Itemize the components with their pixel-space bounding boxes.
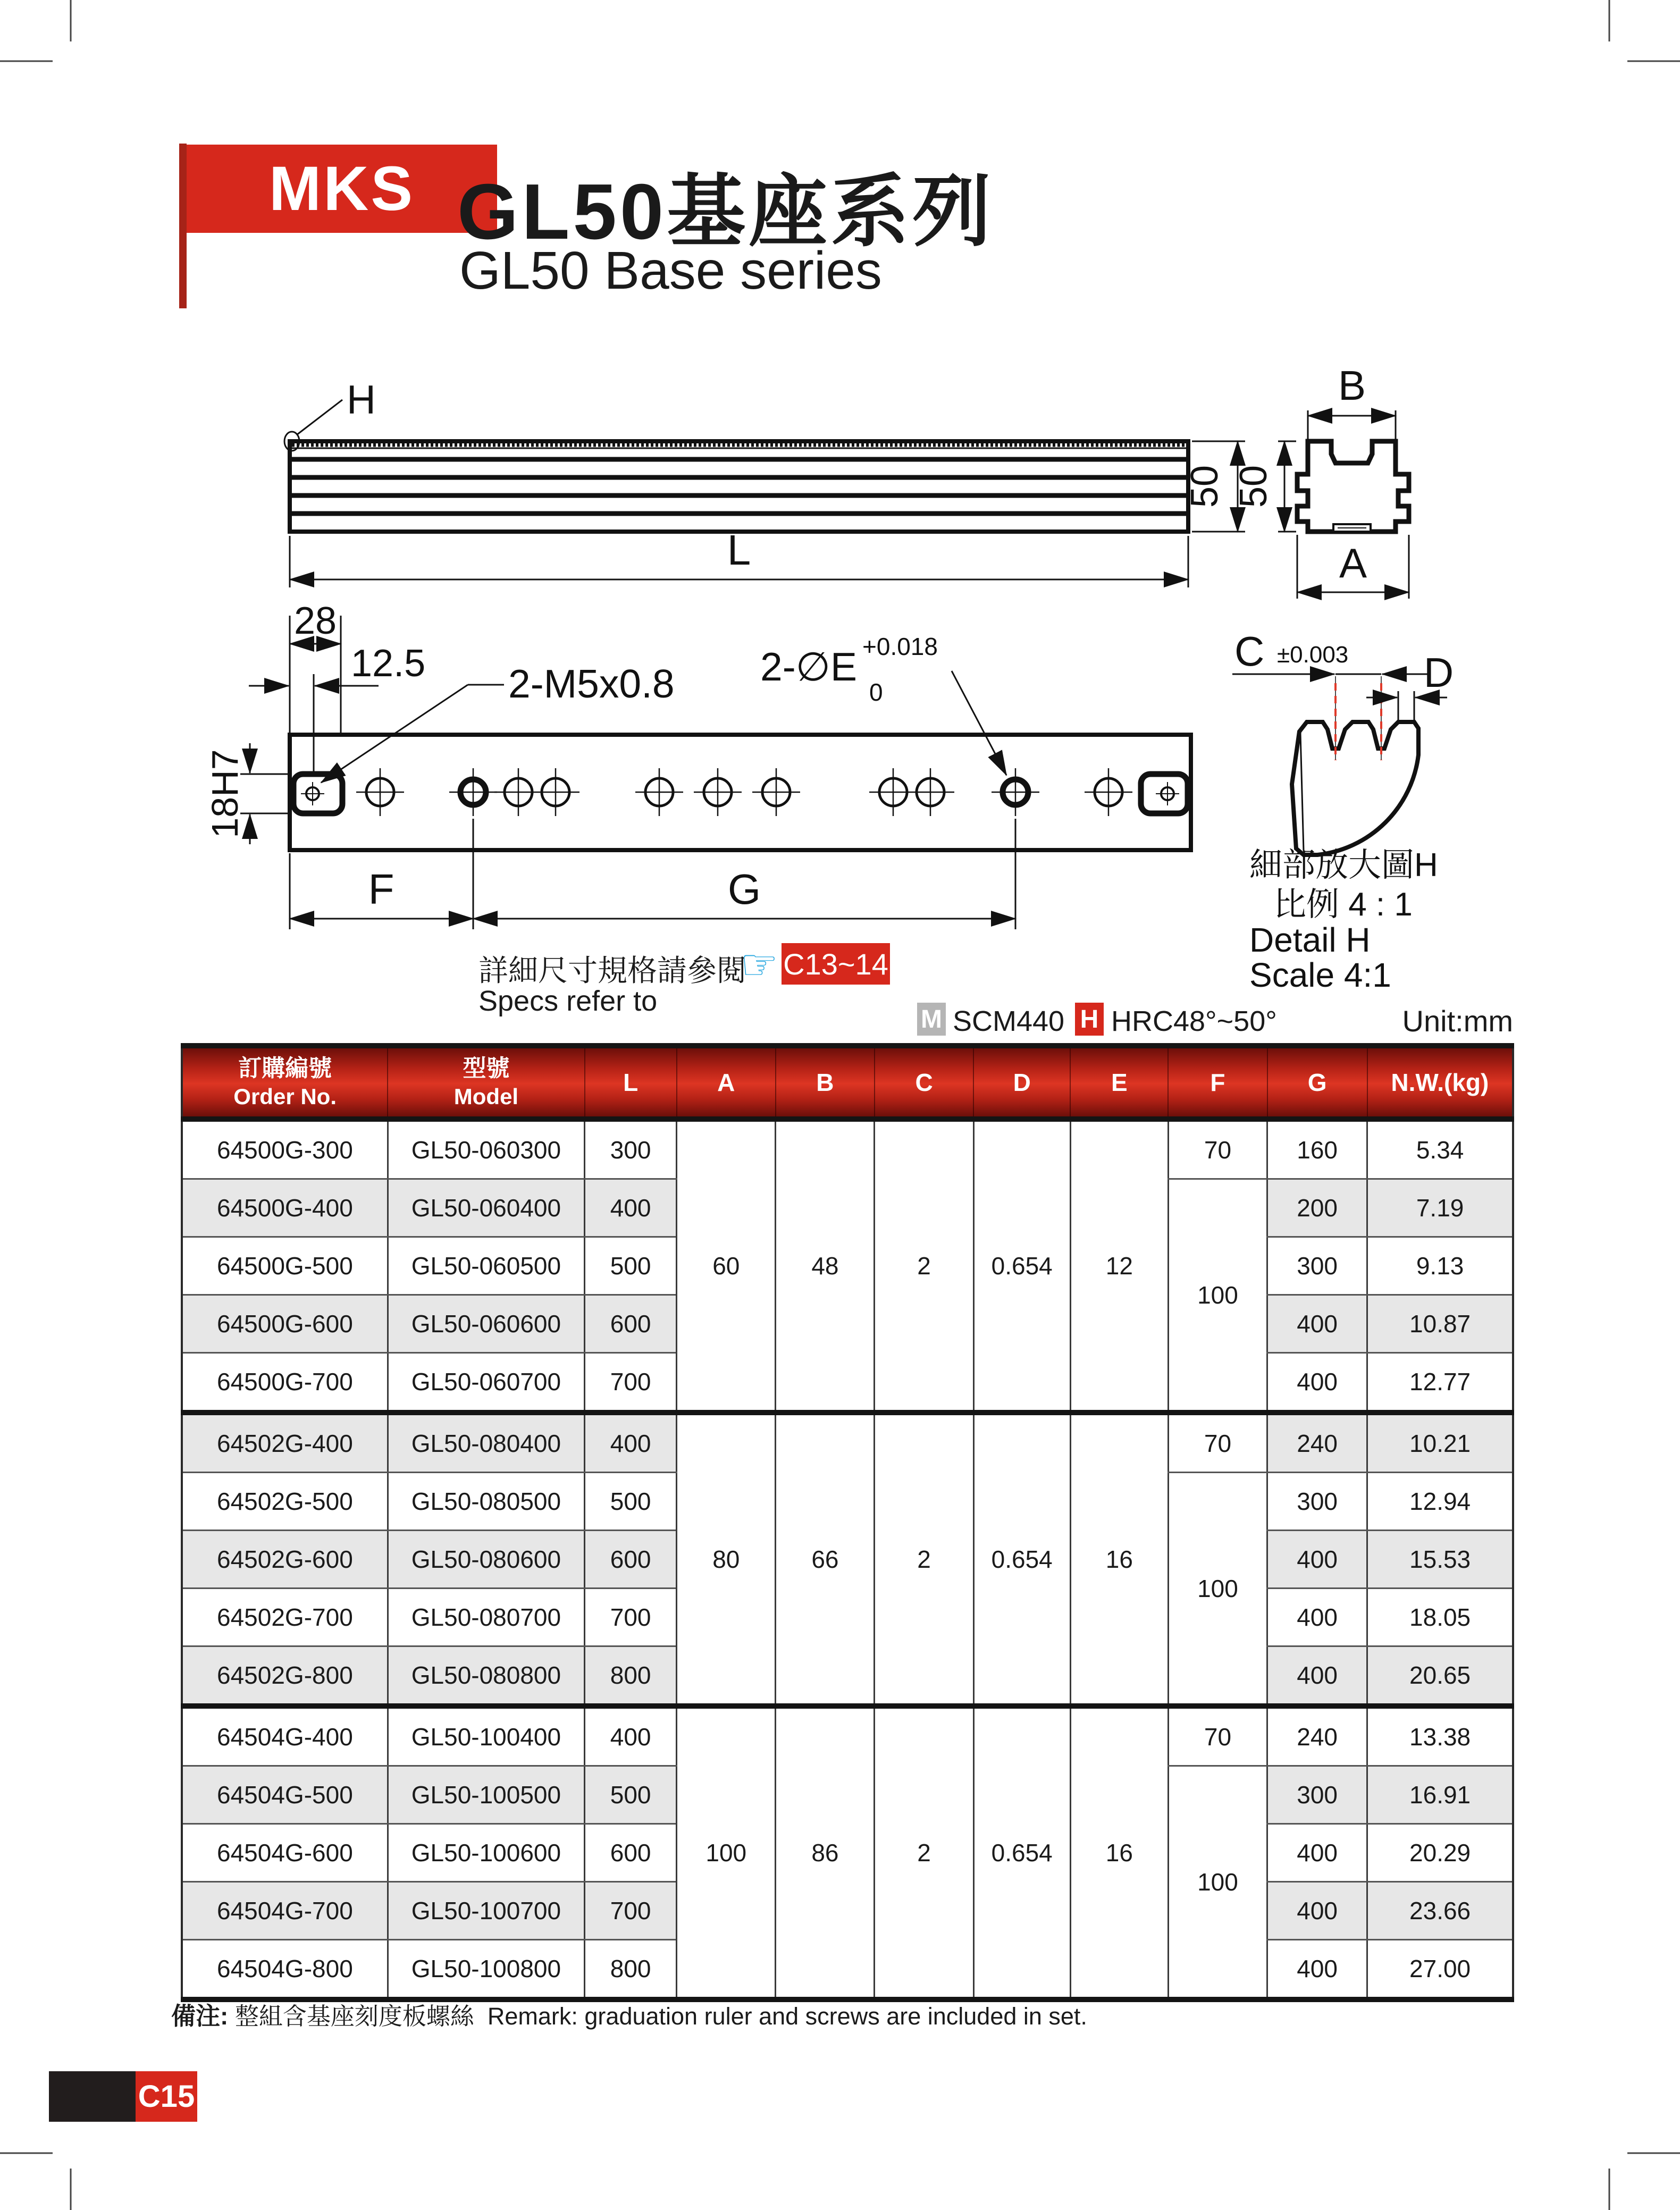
spec-reference-text: C13~14 [783, 947, 888, 981]
model: GL50-100800 [388, 1940, 584, 2000]
dim-B: 66 [776, 1413, 875, 1706]
net-weight: 15.53 [1367, 1531, 1513, 1589]
dim-L: 800 [585, 1646, 677, 1707]
detail-d-label: D [1423, 649, 1454, 696]
model: GL50-100500 [388, 1766, 584, 1824]
cross-section-profile [1297, 441, 1409, 532]
detail-title-en: Detail H [1249, 921, 1371, 959]
dim-G: 200 [1267, 1179, 1367, 1237]
dim-L: 400 [585, 1706, 677, 1766]
dim-A: 100 [677, 1706, 776, 1999]
page-title-zh: GL50基座系列 [457, 168, 995, 256]
dim-28: 28 [293, 600, 337, 642]
table-row [182, 1413, 1513, 1473]
side-view-height-label: 50 [1183, 465, 1226, 508]
dim-B: 86 [776, 1706, 875, 1999]
dim-L: 500 [585, 1237, 677, 1295]
order-no: 64500G-300 [182, 1119, 388, 1179]
col-header-C: C [875, 1046, 973, 1119]
dim-L: 700 [585, 1882, 677, 1940]
model: GL50-060700 [388, 1353, 584, 1413]
col-header-model: 型號 Model [388, 1046, 584, 1119]
table-row [182, 1119, 1513, 1179]
dim-C: 2 [875, 1706, 973, 1999]
order-no: 64500G-700 [182, 1353, 388, 1413]
e-hole-callout: 2-∅E [760, 644, 858, 689]
dim-E: 16 [1070, 1413, 1168, 1706]
order-no: 64500G-500 [182, 1237, 388, 1295]
net-weight: 10.21 [1367, 1413, 1513, 1473]
order-no: 64504G-800 [182, 1940, 388, 2000]
model: GL50-080600 [388, 1531, 584, 1589]
order-no: 64502G-800 [182, 1646, 388, 1707]
col-header-D: D [973, 1046, 1070, 1119]
dim-G: 300 [1267, 1473, 1367, 1531]
order-no: 64500G-600 [182, 1295, 388, 1353]
col-header-B: B [776, 1046, 875, 1119]
brand-logo-text: MKS [268, 154, 415, 224]
side-view-l-label: L [727, 526, 751, 574]
page-number-tab [136, 2071, 197, 2122]
dim-C: 2 [875, 1119, 973, 1413]
dim-G: 400 [1267, 1882, 1367, 1940]
dim-C: 2 [875, 1413, 973, 1706]
spec-table [181, 1043, 1514, 2002]
remark-text-zh: 整組含基座刻度板螺絲 [234, 2003, 474, 2030]
dim-B: 48 [776, 1119, 875, 1413]
dim-f-label: F [368, 865, 394, 913]
dim-G: 400 [1267, 1295, 1367, 1353]
net-weight: 12.77 [1367, 1353, 1513, 1413]
dim-E: 12 [1070, 1119, 1168, 1413]
dim-G: 160 [1267, 1119, 1367, 1179]
dim-L: 400 [585, 1413, 677, 1473]
dim-18h7: 18H7 [204, 749, 246, 838]
model: GL50-060400 [388, 1179, 584, 1237]
material-badge-letter: M [921, 1005, 942, 1033]
dim-L: 300 [585, 1119, 677, 1179]
e-hole-tol-sup: +0.018 [862, 633, 938, 660]
dim-L: 600 [585, 1531, 677, 1589]
page-title-en: GL50 Base series [459, 241, 882, 300]
dim-F: 70 [1168, 1706, 1267, 1766]
footer-black-bar [49, 2071, 136, 2122]
dim-D: 0.654 [973, 1706, 1070, 1999]
dim-F: 70 [1168, 1413, 1267, 1473]
unit-label: Unit:mm [1402, 1004, 1513, 1038]
spec-note-zh: 詳細尺寸規格請參閱 [478, 954, 746, 987]
cross-section-a-label: A [1339, 540, 1367, 586]
hardness-badge-letter: H [1080, 1005, 1099, 1033]
col-header-F: F [1168, 1046, 1267, 1119]
col-header-L: L [585, 1046, 677, 1119]
dim-L: 500 [585, 1766, 677, 1824]
dim-G: 240 [1267, 1413, 1367, 1473]
model: GL50-060600 [388, 1295, 584, 1353]
net-weight: 13.38 [1367, 1706, 1513, 1766]
spec-note-en: Specs refer to [478, 985, 658, 1017]
net-weight: 10.87 [1367, 1295, 1513, 1353]
table-row [182, 1706, 1513, 1766]
page-number: C15 [138, 2079, 195, 2114]
dim-L: 600 [585, 1824, 677, 1882]
model: GL50-080800 [388, 1646, 584, 1707]
remark-label-zh: 備注: [171, 2002, 229, 2030]
net-weight: 23.66 [1367, 1882, 1513, 1940]
dim-F: 100 [1168, 1179, 1267, 1413]
detail-scale-en: Scale 4:1 [1249, 956, 1391, 994]
dim-L: 600 [585, 1295, 677, 1353]
dim-G: 400 [1267, 1353, 1367, 1413]
order-no: 64502G-400 [182, 1413, 388, 1473]
top-view [204, 600, 1191, 929]
side-view-h-label: H [347, 377, 376, 423]
net-weight: 20.65 [1367, 1646, 1513, 1707]
dim-A: 80 [677, 1413, 776, 1706]
col-header-nw: N.W.(kg) [1367, 1046, 1513, 1119]
table-header-row [182, 1046, 1513, 1119]
order-no: 64504G-700 [182, 1882, 388, 1940]
net-weight: 9.13 [1367, 1237, 1513, 1295]
model: GL50-060500 [388, 1237, 584, 1295]
net-weight: 5.34 [1367, 1119, 1513, 1179]
model: GL50-080700 [388, 1589, 584, 1646]
detail-c-label: C [1234, 628, 1265, 675]
net-weight: 16.91 [1367, 1766, 1513, 1824]
detail-h-profile [1292, 722, 1418, 855]
detail-h [1232, 628, 1454, 994]
material-badge [917, 1003, 946, 1036]
dim-G: 400 [1267, 1646, 1367, 1707]
cross-section [1232, 362, 1409, 599]
cross-section-height-label: 50 [1232, 465, 1275, 508]
dim-12-5: 12.5 [351, 642, 426, 685]
col-header-G: G [1267, 1046, 1367, 1119]
pointing-hand-icon: ☞ [740, 941, 778, 988]
dim-F: 100 [1168, 1766, 1267, 2000]
dim-G: 400 [1267, 1824, 1367, 1882]
dim-g-label: G [727, 865, 761, 913]
model: GL50-100700 [388, 1882, 584, 1940]
hardness-badge [1075, 1003, 1104, 1036]
hardness-value: HRC48°~50° [1111, 1005, 1277, 1037]
order-no: 64502G-600 [182, 1531, 388, 1589]
remark-line [171, 1997, 1087, 2032]
net-weight: 27.00 [1367, 1940, 1513, 2000]
order-no: 64504G-400 [182, 1706, 388, 1766]
detail-scale-zh: 比例 4 : 1 [1273, 886, 1413, 923]
dim-L: 700 [585, 1589, 677, 1646]
dim-L: 700 [585, 1353, 677, 1413]
model: GL50-080400 [388, 1413, 584, 1473]
dim-D: 0.654 [973, 1413, 1070, 1706]
order-no: 64502G-700 [182, 1589, 388, 1646]
model: GL50-060300 [388, 1119, 584, 1179]
spec-table-container [181, 1043, 1514, 2002]
dim-F: 100 [1168, 1473, 1267, 1707]
remark-text-en: Remark: graduation ruler and screws are included in set. [487, 2003, 1087, 2030]
dim-G: 400 [1267, 1589, 1367, 1646]
detail-title-zh: 細部放大圖H [1249, 847, 1438, 884]
order-no: 64504G-500 [182, 1766, 388, 1824]
detail-c-tolerance: ±0.003 [1277, 642, 1349, 668]
thread-callout: 2-M5x0.8 [508, 661, 675, 706]
model: GL50-100400 [388, 1706, 584, 1766]
dim-L: 400 [585, 1179, 677, 1237]
dim-F: 70 [1168, 1119, 1267, 1179]
side-view [284, 377, 1245, 587]
cross-section-b-label: B [1338, 362, 1366, 409]
dim-G: 240 [1267, 1706, 1367, 1766]
dim-E: 16 [1070, 1706, 1168, 1999]
order-no: 64502G-500 [182, 1473, 388, 1531]
dim-G: 400 [1267, 1940, 1367, 2000]
dim-L: 500 [585, 1473, 677, 1531]
dim-G: 400 [1267, 1531, 1367, 1589]
dim-L: 800 [585, 1940, 677, 2000]
model: GL50-100600 [388, 1824, 584, 1882]
dim-D: 0.654 [973, 1119, 1070, 1413]
dim-G: 300 [1267, 1766, 1367, 1824]
dim-A: 60 [677, 1119, 776, 1413]
spec-reference-chip [782, 943, 890, 985]
col-header-order: 訂購編號 Order No. [182, 1046, 388, 1119]
model: GL50-080500 [388, 1473, 584, 1531]
col-header-A: A [677, 1046, 776, 1119]
net-weight: 20.29 [1367, 1824, 1513, 1882]
dim-G: 300 [1267, 1237, 1367, 1295]
net-weight: 7.19 [1367, 1179, 1513, 1237]
material-value: SCM440 [953, 1005, 1065, 1037]
col-header-E: E [1070, 1046, 1168, 1119]
e-hole-tol-sub: 0 [869, 678, 883, 706]
net-weight: 18.05 [1367, 1589, 1513, 1646]
order-no: 64504G-600 [182, 1824, 388, 1882]
net-weight: 12.94 [1367, 1473, 1513, 1531]
order-no: 64500G-400 [182, 1179, 388, 1237]
